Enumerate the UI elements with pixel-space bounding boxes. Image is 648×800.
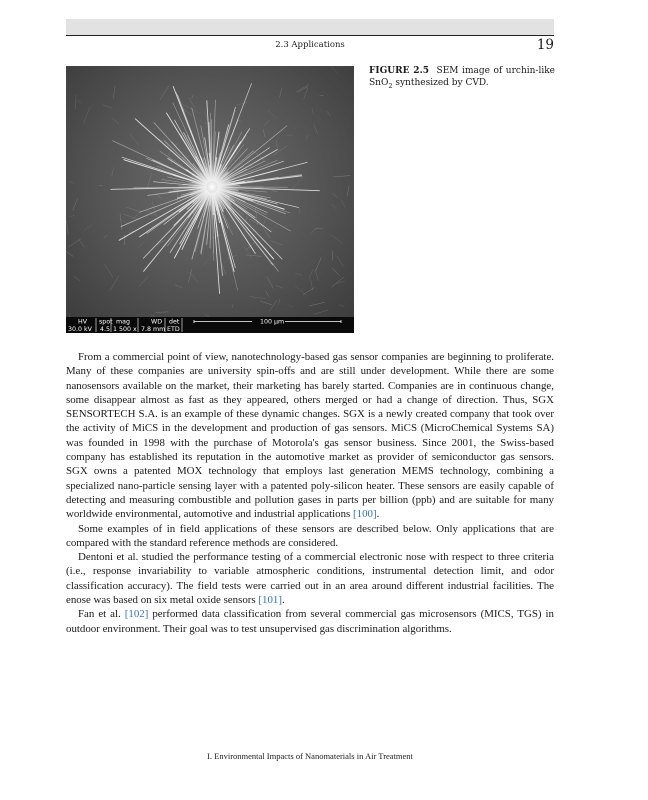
paragraph-3 [66, 550, 554, 607]
figure-label: FIGURE 2.5 [369, 66, 429, 76]
sem-det-header: det [169, 318, 180, 326]
paragraph-2-text: Some examples of in field applications of these sensors are described below. Only applications that are compared with the standard reference methods are considered. [66, 522, 554, 549]
header-bar [66, 19, 554, 35]
sem-det-value: ETD [167, 326, 180, 333]
sem-scale-label: 100 μm [260, 318, 285, 326]
paragraph-4 [66, 607, 554, 636]
page-footer: I. Environmental Impacts of Nanomaterials in Air Treatment [207, 751, 413, 761]
sem-mag-header: mag [116, 318, 130, 326]
caption-subscript: 2 [388, 81, 393, 90]
sem-hv-value: 30.0 kV [68, 326, 92, 333]
sem-hv-header: HV [78, 318, 88, 326]
citation-100[interactable]: [100] [353, 508, 377, 521]
paragraph-1-end: . [376, 508, 380, 521]
paragraph-1 [66, 350, 554, 522]
figure-caption [369, 66, 555, 92]
citation-101[interactable]: [101] [258, 594, 282, 607]
sem-spot-value: 4.5 [100, 326, 111, 333]
citation-102[interactable]: [102] [124, 608, 149, 621]
paragraph-2 [66, 522, 554, 551]
sem-spot-header: spot [99, 318, 113, 326]
sem-wd-header: WD [151, 318, 163, 326]
sem-mag-value: 1 500 x [113, 326, 137, 333]
page-number: 19 [536, 37, 554, 53]
running-header: 2.3 Applications [275, 40, 345, 50]
paragraph-4-pre: Fan et al. [78, 608, 125, 621]
urchin-core [186, 161, 238, 213]
sem-image [66, 66, 354, 333]
caption-text-pre: SEM image of urchin-like SnO [369, 66, 555, 88]
paragraph-3-end: . [281, 594, 285, 607]
paragraph-1-text: From a commercial point of view, nanotechnology-based gas sensor companies are beginning to proliferate. Many of these companies are university spin-offs and are still under development. While there are some nanosensors available on the market, their marketing has barely started. Companies are in continuous change, some disappear almost as fast as they appeared, others merged or had a change of direction. Thus, SGX SENSORTECH S.A. is an example of these dynamic changes. SGX is a newly created company that took over the activity of MiCS in the development and production of gas sensors. MiCS (MicroChemical Systems SA) was founded in 1998 with the purchase of Motorola's gas sensor business. Since 2001, the Swiss-based company has established its reputation in the automotive market as provider of semiconductor gas sensors. SGX owns a patented MOX technology that employs last generation MEMS technology, combining a specialized nano-particle sensing layer with a patented poly-silicon heater. These sensors are easily capable of detecting and measuring combustible and pollution gases in parts per billion (ppb) and are suitable for many worldwide environmental, automotive and industrial applications [66, 351, 554, 521]
caption-text-post: synthesized by CVD. [392, 77, 489, 88]
header-rule [66, 35, 554, 36]
paragraph-3-text: Dentoni et al. studied the performance testing of a commercial electronic nose with respect to three criteria (i.e., response invariability to variable atmospheric conditions, instrumental detection limit, and odor classification accuracy). The field tests were carried out in an area around different industrial facilities. The enose was based on six metal oxide sensors [66, 551, 554, 607]
paragraph-4-text: performed data classification from several commercial gas microsensors (MICS, TGS) in outdoor environment. Their goal was to test unsupervised gas discrimination algorithms. [66, 608, 555, 635]
sem-wd-value: 7.8 mm [141, 326, 166, 333]
sem-figure [66, 66, 354, 333]
body-text [66, 350, 554, 636]
